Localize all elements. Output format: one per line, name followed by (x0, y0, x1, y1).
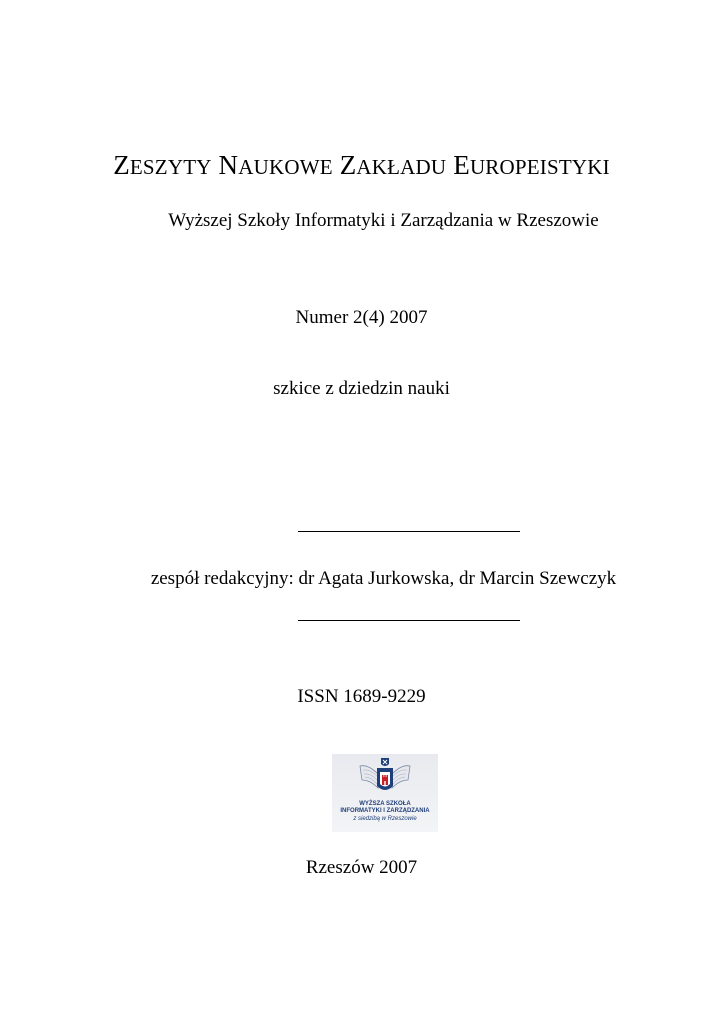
logo-text-line-1: WYŻSZA SZKOŁA (359, 801, 411, 807)
university-logo (332, 754, 438, 832)
title-word-3-rest: AKŁADU (356, 155, 447, 179)
title-initial-4: E (453, 150, 470, 180)
separator-line-top (298, 531, 520, 532)
logo-text-line-2: INFORMATYKI I ZARZĄDZANIA (340, 808, 430, 814)
title-initial-3: Z (339, 150, 357, 180)
title-word-2-rest: AUKOWE (238, 155, 333, 179)
journal-title (0, 150, 723, 181)
institution-subtitle: Wyższej Szkoły Informatyki i Zarządzania w Rzeszowie (168, 210, 599, 231)
editorial-team: zespół redakcyjny: dr Agata Jurkowska, dr Marcin Szewczyk (150, 568, 617, 589)
title-word-4-rest: UROPEISTYKI (469, 155, 610, 179)
title-initial-2: N (218, 150, 239, 180)
issn-number: ISSN 1689-9229 (297, 686, 426, 707)
university-emblem-icon (332, 754, 438, 802)
separator-line-bottom (298, 620, 520, 621)
issue-number: Numer 2(4) 2007 (295, 307, 428, 328)
series-description: szkice z dziedzin nauki (273, 378, 450, 399)
logo-text-line-3: z siedzibą w Rzeszowie (353, 816, 417, 822)
title-word-1-rest: ESZYTY (129, 155, 212, 179)
title-initial-1: Z (113, 150, 130, 180)
place-and-year: Rzeszów 2007 (305, 857, 418, 878)
